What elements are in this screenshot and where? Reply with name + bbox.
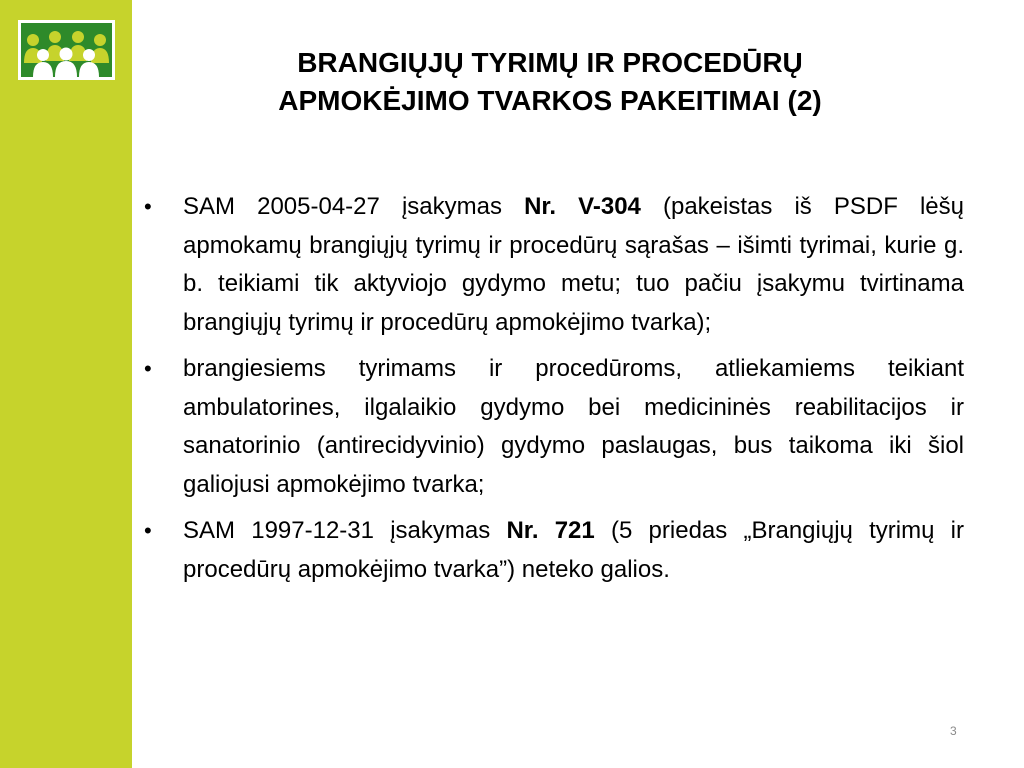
sidebar-band (0, 0, 132, 768)
bullet-item-2 (140, 350, 964, 504)
bullet-text-after: (5 priedas „Brangiųjų tyrimų ir procedūrų apmokėjimo tvarka”) neteko galios. (183, 517, 964, 583)
bullet-item-1 (140, 188, 964, 342)
people-group-logo-icon (18, 20, 115, 80)
bullet-text-after: (pakeistas iš PSDF lėšų apmokamų brangiųjų tyrimų ir procedūrų sąrašas – išimti tyrimai, kurie g. b. teikiami tik aktyviojo gydymo metu; tuo pačiu įsakymu tvirtinama brangiųjų tyrimų ir procedūrų apmokėjimo tvarka); (183, 193, 964, 336)
bullet-marker: • (144, 356, 152, 381)
bullet-text: brangiesiems tyrimams ir procedūroms, atliekamiems teikiant ambulatorines, ilgalaikio gydymo bei medicininės reabilitacijos ir sanatorinio (antirecidyvinio) gydymo paslaugas, bus taikoma iki šiol galiojusi apmokėjimo tvarka; (183, 355, 964, 498)
bullet-marker: • (144, 194, 152, 219)
page-number: 3 (950, 724, 957, 738)
slide-title (185, 44, 915, 120)
title-line-2: APMOKĖJIMO TVARKOS PAKEITIMAI (2) (278, 85, 822, 116)
bullet-list (140, 188, 964, 597)
bullet-marker: • (144, 518, 152, 543)
bullet-text-before: SAM 1997-12-31 įsakymas (183, 517, 507, 544)
order-number: Nr. 721 (506, 517, 595, 544)
bullet-item-3 (140, 512, 964, 589)
bullet-text-before: SAM 2005-04-27 įsakymas (183, 193, 525, 220)
order-number: Nr. V-304 (524, 193, 641, 220)
title-line-1: BRANGIŲJŲ TYRIMŲ IR PROCEDŪRŲ (297, 47, 803, 78)
